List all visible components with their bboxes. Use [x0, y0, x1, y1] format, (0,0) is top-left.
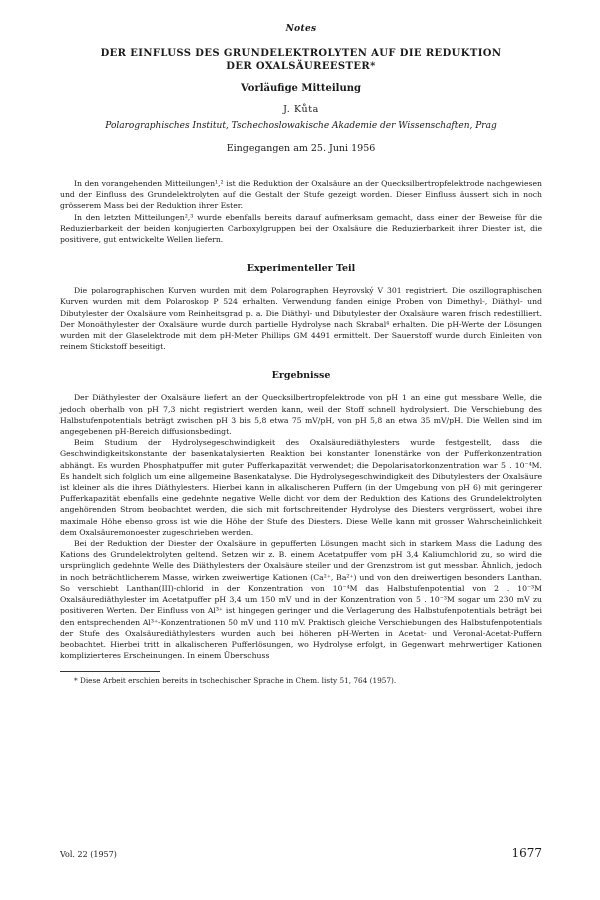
- article-title-line-2: DER OXALSÄUREESTER*: [226, 61, 376, 72]
- footnote-divider: [60, 671, 160, 672]
- section-heading-experimental: Experimenteller Teil: [246, 263, 356, 275]
- article-title: [60, 47, 542, 73]
- results-paragraph-2: Beim Studium der Hydrolysegeschwindigkeit des Oxalsäurediäthylesters wurde festgestellt, dass die Geschwindigkeitskonstante der basenkatalysierten Reaktion bei konstanter Ionenstärke von der Pufferkonzentration abhängt. Es wurden Phosphatpuffer mit guter Pufferkapazität verwendet; die Depolarisatorkonzentration war 5 . 10⁻⁴M. Es handelt sich folglich um eine allgemeine Basenkatalyse. Die Hydrolysegeschwindigkeit des Dibutylesters der Oxalsäure ist kleiner als die ihres Diäthylesters. Hierbei kann in alkalischeren Puffern (in der Umgebung von pH 6) mit geringerer Pufferkapazität ebenfalls eine gedehnte negative Welle dicht vor dem der Reduktion des Kations des Grundelektrolyten angehörenden Strom beobachtet werden, die sich mit fortschreitender Hydrolyse des Diesters vergrössert, wobei ihre maximale Höhe ebenso gross ist wie die Höhe der Stufe des Diesters. Diese Welle kann mit grosser Wahrscheinlichkeit dem Oxalsäuremonoester zugeschrieben werden.: [60, 438, 542, 537]
- page-number: 1677: [511, 846, 542, 860]
- intro-section: [60, 178, 542, 245]
- author: J. Kůta: [283, 104, 319, 115]
- paper-page: [60, 0, 542, 686]
- results-paragraph-3: Bei der Reduktion der Diester der Oxalsäure in gepufferten Lösungen macht sich in starkem Mass die Ladung des Kations des Grundelektrolyten geltend. Setzen wir z. B. einem Acetatpuffer vom pH 3,4 Kaliumchlorid zu, so wird die ursprünglich gedehnte Welle des Diäthylesters der Oxalsäure steiler und der Grenzstrom ist gut messbar. Ähnlich, jedoch in noch beträchtlicherem Masse, wirken zweiwertige Kationen (Ca²⁺, Ba²⁺) und von den dreiwertigen besonders Lanthan. So verschiebt Lanthan(III)-chlorid in der Konzentration von 10⁻⁴M das Halbstufenpotential von 2 . 10⁻³M Oxalsäurediäthylester im Acetatpuffer pH 3,4 um 150 mV und in der Konzentration von 5 . 10⁻³M sogar um 230 mV zu positiveren Werten. Der Einfluss von Al³⁺ ist hingegen geringer und die Verlagerung des Halbstufenpotentials beträgt bei den entsprechenden Al³⁺-Konzentrationen 50 mV und 110 mV. Praktisch gleiche Verschiebungen des Halbstufenpotentials der Stufe des Oxalsäurediäthylesters wurden auch bei höheren pH-Werten in Acetat- und Veronal-Acetat-Puffern beobachtet. Hierbei tritt in alkalischeren Pufferlösungen, wo Hydrolyse erfolgt, in Gegenwart mehrwertiger Kationen komplizierteres Erscheinungen. In einem Überschuss: [60, 539, 542, 661]
- affiliation: Polarographisches Institut, Tschechoslowakische Akademie der Wissenschaften, Prag: [105, 121, 497, 131]
- intro-paragraph-1: In den vorangehenden Mitteilungen¹,² ist die Reduktion der Oxalsäure an der Quecksilbertropfelektrode nachgewiesen und der Einfluss des Grundelektrolyten auf die Gestalt der Stufe gezeigt worden. Dieser Einfluss äussert sich in noch grösserem Mass bei der Reduktion ihrer Ester.: [60, 179, 542, 211]
- volume-info: Vol. 22 (1957): [60, 850, 117, 859]
- results-paragraph-1: Der Diäthylester der Oxalsäure liefert an der Quecksilbertropfelektrode von pH 1 an eine gut messbare Welle, die jedoch oberhalb von pH 7,3 nicht registriert werden kann, weil der Stoff schnell hydrolysiert. Die Verschiebung des Halbstufenpotentials beträgt zwischen pH 3 bis 5,8 etwa 75 mV/pH, von pH 5,8 an etwa 35 mV/pH. Die Wellen sind im angegebenen pH-Bereich diffusionsbedingt.: [60, 393, 542, 437]
- intro-paragraph-2: In den letzten Mitteilungen²,³ wurde ebenfalls bereits darauf aufmerksam gemacht, dass einer der Beweise für die Reduzierbarkeit der beiden konjugierten Carboxylgruppen bei der Oxalsäure die Reduzierbarkeit ihrer Diester ist, die positivere, gut entwickelte Wellen liefern.: [60, 212, 542, 245]
- article-subtitle: Vorläufige Mitteilung: [240, 83, 362, 94]
- section-heading-results: Ergebnisse: [271, 370, 331, 382]
- experimental-paragraph-1: Die polarographischen Kurven wurden mit dem Polarographen Heyrovský V 301 registriert. Die oszillographischen Kurven wurden mit dem Polaroskop P 524 erhalten. Verwendung fanden einige Proben von Dimethyl-, Diäthyl- und Dibutylester der Oxalsäure vom Reinheitsgrad p. a. Die Diäthyl- und Dibutylester der Oxalsäure waren frisch redestilliert. Der Monoäthylester der Oxalsäure wurde durch partielle Hydrolyse nach Skrabal⁴ erhalten. Die pH-Werte der Lösungen wurden mit der Glaselektrode mit dem pH-Meter Phillips GM 4491 ermittelt. Der Sauerstoff wurde durch Einleiten von reinem Stickstoff beseitigt.: [60, 286, 542, 352]
- article-title-line-1: DER EINFLUSS DES GRUNDELEKTROLYTEN AUF DIE REDUKTION: [100, 48, 502, 59]
- received-date: Eingegangen am 25. Juni 1956: [226, 143, 376, 154]
- footnote: * Diese Arbeit erschien bereits in tschechischer Sprache in Chem. listy 51, 764 (1957).: [74, 676, 397, 686]
- running-head: Notes: [285, 24, 317, 34]
